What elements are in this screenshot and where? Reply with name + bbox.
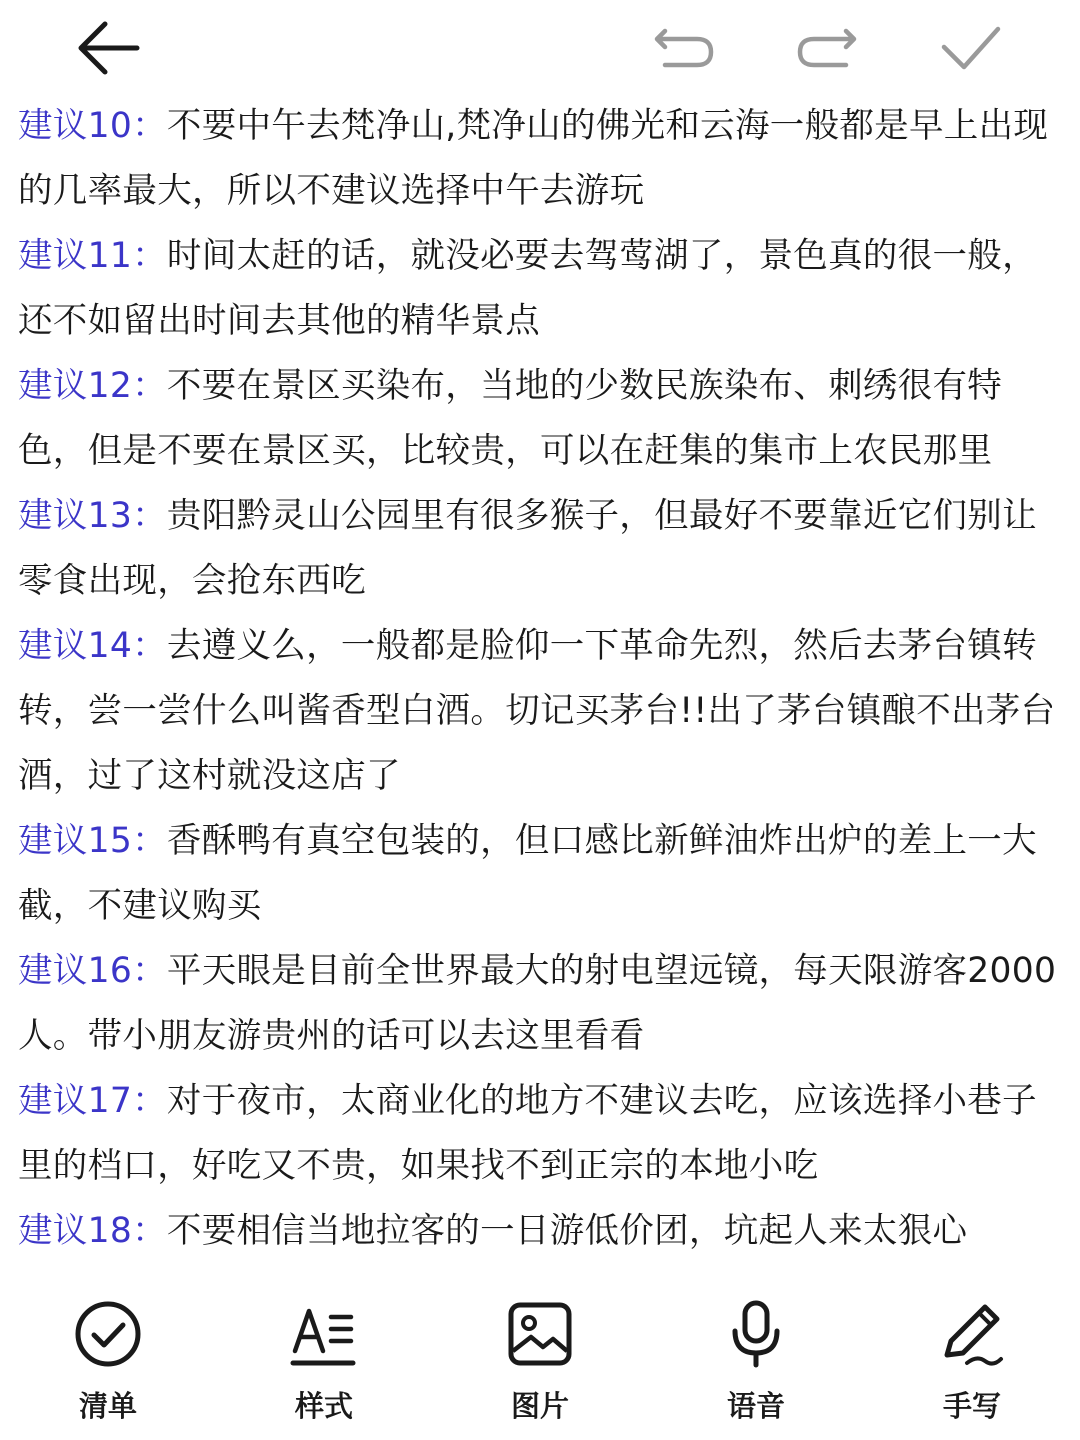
text-style-label: 样式 bbox=[294, 1389, 353, 1423]
checklist-icon bbox=[68, 1295, 148, 1372]
tip-label: 建议18： bbox=[18, 1211, 167, 1251]
tip-label: 建议16： bbox=[18, 951, 167, 991]
tip-text: 不要相信当地拉客的一日游低价团，坑起人来太狠心 bbox=[166, 1211, 968, 1251]
tip-label: 建议15： bbox=[18, 821, 167, 861]
tip-paragraph-10 bbox=[18, 94, 1062, 224]
image-label: 图片 bbox=[510, 1389, 569, 1423]
handwriting-button[interactable] bbox=[892, 1285, 1052, 1425]
tip-paragraph-18 bbox=[18, 1199, 1062, 1262]
microphone-icon bbox=[716, 1295, 796, 1372]
top-toolbar bbox=[0, 0, 1080, 96]
undo-button[interactable] bbox=[646, 12, 722, 84]
confirm-button[interactable] bbox=[933, 12, 1009, 84]
voice-button[interactable] bbox=[676, 1285, 836, 1425]
checklist-label: 清单 bbox=[78, 1389, 137, 1423]
tip-text: 不要中午去梵净山,梵净山的佛光和云海一般都是早上出现的几率最大，所以不建议选择中午去游玩 bbox=[18, 106, 1049, 211]
tip-label: 建议17： bbox=[18, 1081, 167, 1121]
tip-paragraph-15 bbox=[18, 809, 1062, 939]
redo-icon bbox=[794, 25, 860, 71]
tip-label: 建议14： bbox=[18, 626, 167, 666]
tip-label: 建议12： bbox=[18, 366, 167, 406]
undo-icon bbox=[651, 25, 717, 71]
tip-text: 不要在景区买染布，当地的少数民族染布、刺绣很有特色，但是不要在景区买，比较贵，可以在赶集的集市上农民那里 bbox=[18, 366, 1003, 471]
tip-paragraph-14 bbox=[18, 614, 1062, 809]
tip-text: 时间太赶的话，就没必要去驾莺湖了，景色真的很一般，还不如留出时间去其他的精华景点 bbox=[18, 236, 1037, 341]
arrow-left-icon bbox=[75, 18, 141, 78]
back-button[interactable] bbox=[70, 12, 146, 84]
tip-paragraph-13 bbox=[18, 484, 1062, 614]
note-editor[interactable] bbox=[18, 94, 1062, 1262]
tip-text: 去遵义么，一般都是脸仰一下革命先烈，然后去茅台镇转转，尝一尝什么叫酱香型白酒。切记买茅台!!出了茅台镇酿不出茅台酒，过了这村就没这店了 bbox=[18, 626, 1056, 796]
handwriting-label: 手写 bbox=[942, 1389, 1001, 1423]
tip-text: 对于夜市，太商业化的地方不建议去吃，应该选择小巷子里的档口，好吃又不贵，如果找不到正宗的本地小吃 bbox=[18, 1081, 1037, 1186]
tip-paragraph-16 bbox=[18, 939, 1062, 1069]
tip-paragraph-11 bbox=[18, 224, 1062, 354]
tip-label: 建议11： bbox=[18, 236, 167, 276]
tip-paragraph-17 bbox=[18, 1069, 1062, 1199]
image-button[interactable] bbox=[460, 1285, 620, 1425]
voice-label: 语音 bbox=[726, 1389, 785, 1423]
checklist-button[interactable] bbox=[28, 1285, 188, 1425]
pen-icon bbox=[932, 1295, 1012, 1372]
text-style-button[interactable] bbox=[244, 1285, 404, 1425]
tip-label: 建议10： bbox=[18, 106, 167, 146]
checkmark-icon bbox=[938, 23, 1004, 73]
text-style-icon bbox=[284, 1295, 364, 1372]
image-icon bbox=[500, 1295, 580, 1372]
bottom-toolbar bbox=[0, 1285, 1080, 1440]
tip-text: 贵阳黔灵山公园里有很多猴子，但最好不要靠近它们别让零食出现，会抢东西吃 bbox=[18, 496, 1037, 601]
tip-label: 建议13： bbox=[18, 496, 167, 536]
tip-paragraph-12 bbox=[18, 354, 1062, 484]
redo-button[interactable] bbox=[789, 12, 865, 84]
tip-text: 香酥鸭有真空包装的，但口感比新鲜油炸出炉的差上一大截，不建议购买 bbox=[18, 821, 1037, 926]
tip-text: 平天眼是目前全世界最大的射电望远镜，每天限游客2000人。带小朋友游贵州的话可以去这里看看 bbox=[18, 951, 1057, 1056]
